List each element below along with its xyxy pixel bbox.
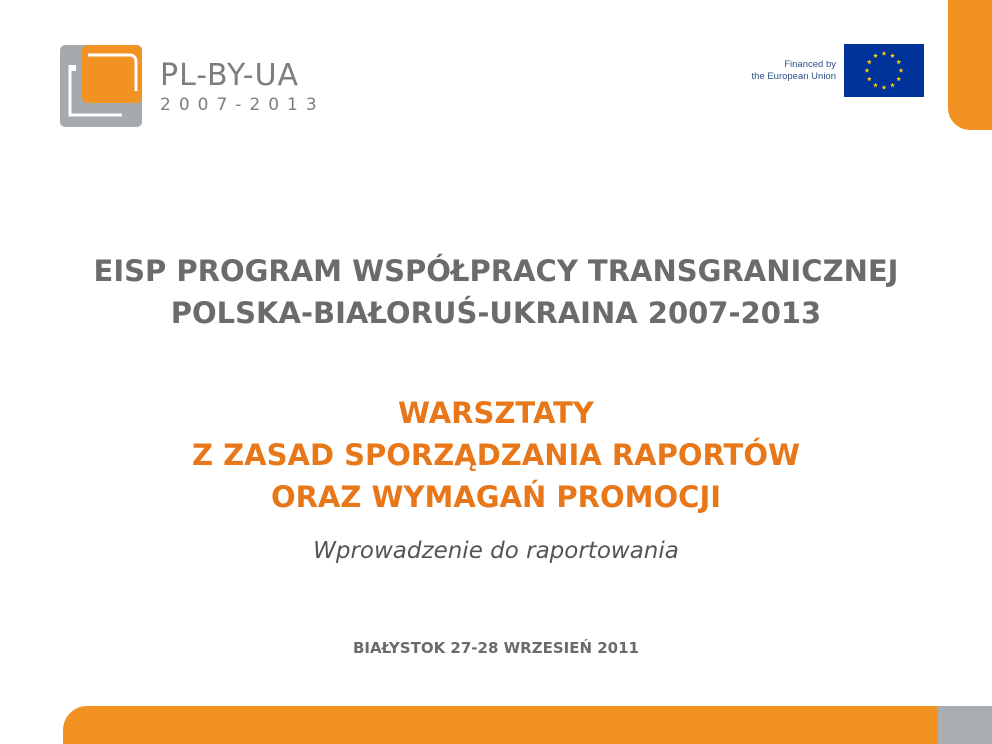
program-title-line2: POLSKA-BIAŁORUŚ-UKRAINA 2007-2013 [170, 296, 822, 330]
workshop-title-line2: Z ZASAD SPORZĄDZANIA RAPORTÓW [192, 438, 800, 472]
program-title-line1: EISP PROGRAM WSPÓŁPRACY TRANSGRANICZNEJ [93, 254, 899, 288]
eu-flag-icon [844, 44, 924, 97]
eu-financing-line1: Financed by [784, 59, 836, 70]
pl-by-ua-logo-icon [60, 45, 142, 127]
logo-title: PL-BY-UA [160, 58, 300, 93]
workshop-title [40, 392, 952, 518]
workshop-title-line3: ORAZ WYMAGAŃ PROMOCJI [270, 480, 722, 514]
eu-financing-line2: the European Union [751, 71, 836, 82]
logo-years: 2007-2013 [160, 95, 325, 115]
eu-financing-text [700, 59, 836, 83]
logo-text [160, 60, 325, 116]
bottom-grey-block [938, 706, 992, 744]
bottom-accent-bar [63, 706, 938, 744]
corner-accent-tab [948, 0, 992, 130]
program-title [40, 250, 952, 334]
event-location-date: BIAŁYSTOK 27-28 WRZESIEŃ 2011 [353, 639, 639, 657]
subtitle: Wprowadzenie do raportowania [313, 538, 679, 564]
workshop-title-line1: WARSZTATY [398, 396, 594, 430]
